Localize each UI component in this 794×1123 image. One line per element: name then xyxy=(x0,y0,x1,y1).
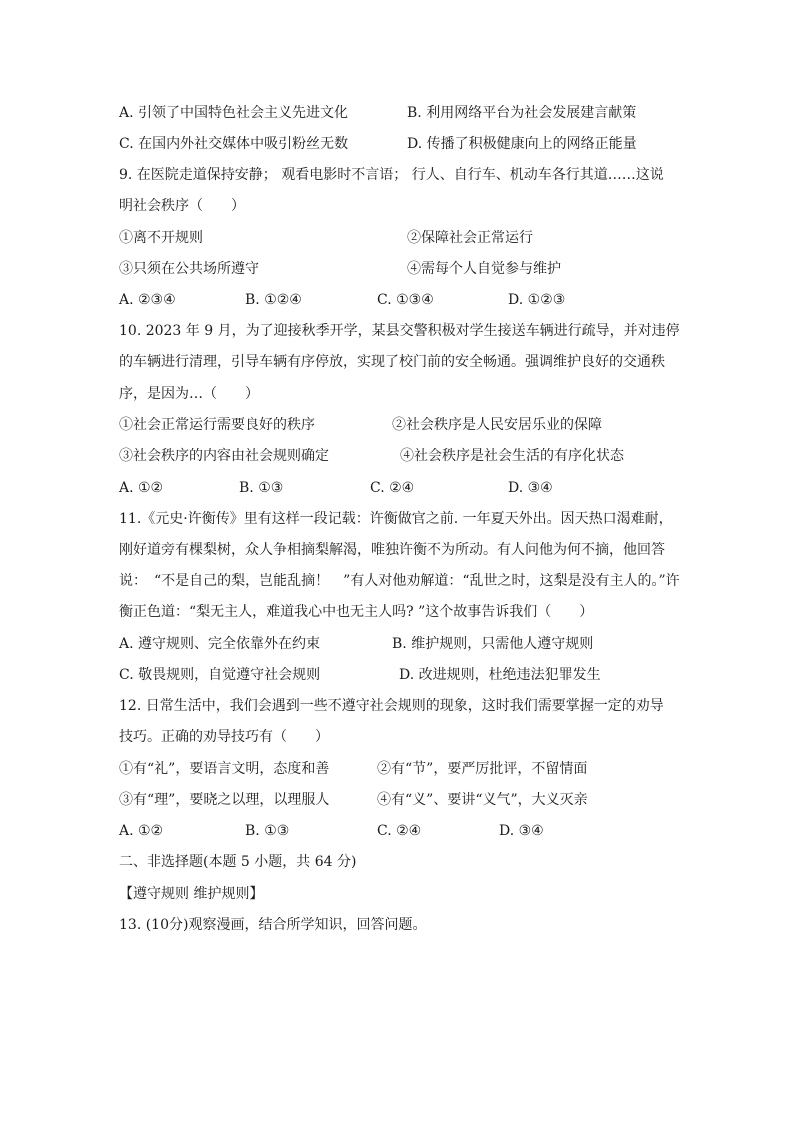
q11-stem-line3: 说： “不是自己的梨，岂能乱摘！ ”有人对他劝解道：“乱世之时，这梨是没有主人的。”许 xyxy=(119,573,680,589)
q11-option-a: A. 遵守规则、完全依靠外在约束 xyxy=(119,636,321,652)
q10-option-a: A. ①② xyxy=(119,480,164,496)
q11-option-b: B. 维护规则，只需他人遵守规则 xyxy=(392,636,594,652)
q10-item-4: ④社会秩序是社会生活的有序化状态 xyxy=(400,448,624,464)
q12-option-d: D. ③④ xyxy=(499,823,544,839)
section2-title: 二、非选择题(本题 5 小题，共 64 分) xyxy=(119,854,357,870)
q10-option-b: B. ①③ xyxy=(239,480,284,496)
q12-item-3: ③有“理”，要晓之以理，以理服人 xyxy=(119,792,330,808)
q10-option-d: D. ③④ xyxy=(508,480,553,496)
q9-item-4: ④需每个人自觉参与维护 xyxy=(407,261,561,277)
q10-option-c: C. ②④ xyxy=(370,480,415,496)
q11-option-d: D. 改进规则，杜绝违法犯罪发生 xyxy=(399,667,601,683)
q12-stem-line2: 技巧。正确的劝导技巧有（ ） xyxy=(119,729,329,745)
q12-item-1: ①有“礼”，要语言文明，态度和善 xyxy=(119,761,330,777)
q9-item-2: ②保障社会正常运行 xyxy=(407,230,533,246)
q11-stem-line4: 衡正色道：“梨无主人，难道我心中也无主人吗? ”这个故事告诉我们（ ） xyxy=(119,604,594,620)
q9-item-1: ①离不开规则 xyxy=(119,230,203,246)
q8-option-b: B. 利用网络平台为社会发展建言献策 xyxy=(407,105,637,121)
q12-option-c: C. ②④ xyxy=(377,823,422,839)
q12-item-4: ④有“义”、要讲“义气”，大义灭亲 xyxy=(377,792,588,808)
section2-subtitle: 【遵守规则 维护规则】 xyxy=(119,886,264,902)
q11-stem-line1: 11.《元史·许衡传》里有这样一段记载：许衡做官之前. 一年夏天外出。因天热口渴难耐， xyxy=(119,511,673,527)
q10-item-2: ②社会秩序是人民安居乐业的保障 xyxy=(392,417,602,433)
q12-option-b: B. ①③ xyxy=(245,823,290,839)
q10-item-3: ③社会秩序的内容由社会规则确定 xyxy=(119,448,329,464)
q8-option-a: A. 引领了中国特色社会主义先进文化 xyxy=(119,105,349,121)
q11-stem-line2: 刚好道旁有棵梨树，众人争相摘梨解渴，唯独许衡不为所动。有人问他为何不摘，他回答 xyxy=(119,542,665,558)
q9-option-c: C. ①③④ xyxy=(377,292,434,308)
q9-option-d: D. ①②③ xyxy=(508,292,566,308)
q9-stem-line1: 9. 在医院走道保持安静； 观看电影时不言语； 行人、自行车、机动车各行其道……这说 xyxy=(119,167,664,183)
q10-stem-line1: 10. 2023 年 9 月，为了迎接秋季开学，某县交警积极对学生接送车辆进行疏导，并对违停 xyxy=(119,323,680,339)
q10-item-1: ①社会正常运行需要良好的秩序 xyxy=(119,417,315,433)
q8-option-d: D. 传播了积极健康向上的网络正能量 xyxy=(407,136,637,152)
q9-option-a: A. ②③④ xyxy=(119,292,176,308)
q12-item-2: ②有“节”，要严厉批评，不留情面 xyxy=(377,761,588,777)
q11-option-c: C. 敬畏规则，自觉遵守社会规则 xyxy=(119,667,321,683)
q9-item-3: ③只须在公共场所遵守 xyxy=(119,261,259,277)
q9-stem-line2: 明社会秩序（ ） xyxy=(119,198,245,214)
q9-option-b: B. ①②④ xyxy=(245,292,302,308)
q10-stem-line2: 的车辆进行清理，引导车辆有序停放，实现了校门前的安全畅通。强调维护良好的交通秩 xyxy=(119,354,665,370)
q8-option-c: C. 在国内外社交媒体中吸引粉丝无数 xyxy=(119,136,349,152)
q12-stem-line1: 12. 日常生活中，我们会遇到一些不遵守社会规则的现象，这时我们需要掌握一定的劝导 xyxy=(119,698,664,714)
q12-option-a: A. ①② xyxy=(119,823,164,839)
q10-stem-line3: 序，是因为…（ ） xyxy=(119,386,259,402)
q13-stem: 13. (10分)观察漫画，结合所学知识，回答问题。 xyxy=(119,917,427,933)
